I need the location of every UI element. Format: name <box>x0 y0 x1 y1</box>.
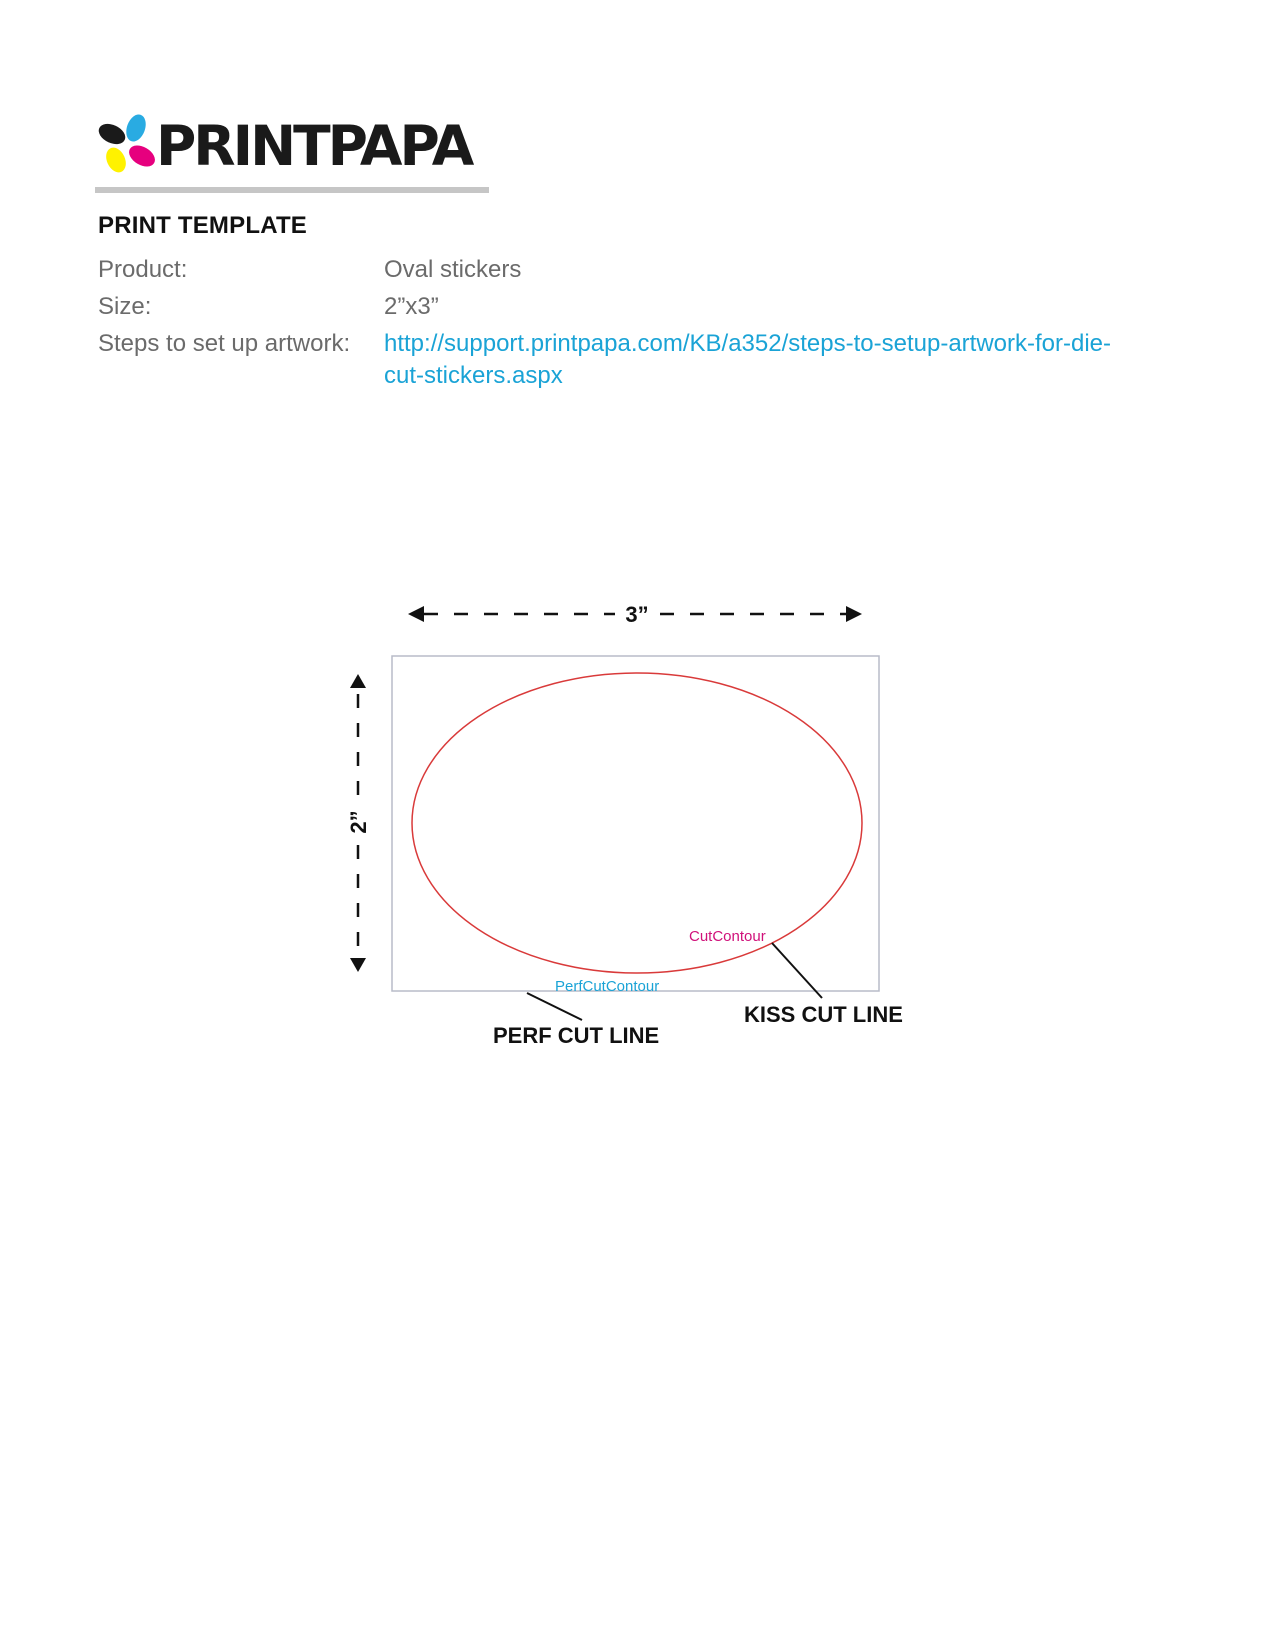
perf-cut-rectangle <box>392 656 879 991</box>
perf-contour-label: PerfCutContour <box>555 978 660 995</box>
perf-cut-callout <box>527 993 582 1020</box>
template-heading: PRINT TEMPLATE <box>98 212 308 239</box>
arrow-down-icon <box>350 958 366 972</box>
kiss-cut-oval <box>412 673 862 973</box>
arrow-up-icon <box>350 674 366 688</box>
arrow-right-icon <box>846 606 862 622</box>
product-label: Product: <box>98 256 188 283</box>
logo-wordmark: PRINTPAPA <box>156 114 472 178</box>
steps-label: Steps to set up artwork: <box>98 330 351 357</box>
kiss-cut-callout <box>772 943 822 998</box>
height-dimension <box>346 674 371 972</box>
perf-cut-line-label: PERF CUT LINE <box>493 1023 660 1048</box>
size-label: Size: <box>98 293 152 320</box>
arrow-left-icon <box>408 606 424 622</box>
cut-contour-label: CutContour <box>689 928 766 945</box>
steps-link-line2[interactable]: cut-stickers.aspx <box>384 362 563 389</box>
height-label: 2” <box>346 810 371 834</box>
width-label: 3” <box>625 602 649 627</box>
size-value: 2”x3” <box>384 293 439 320</box>
kiss-cut-line-label: KISS CUT LINE <box>744 1002 903 1027</box>
width-dimension <box>408 602 862 627</box>
steps-link-line1[interactable]: http://support.printpapa.com/KB/a352/steps-to-setup-artwork-for-die- <box>384 330 1112 357</box>
product-value: Oval stickers <box>384 256 522 283</box>
